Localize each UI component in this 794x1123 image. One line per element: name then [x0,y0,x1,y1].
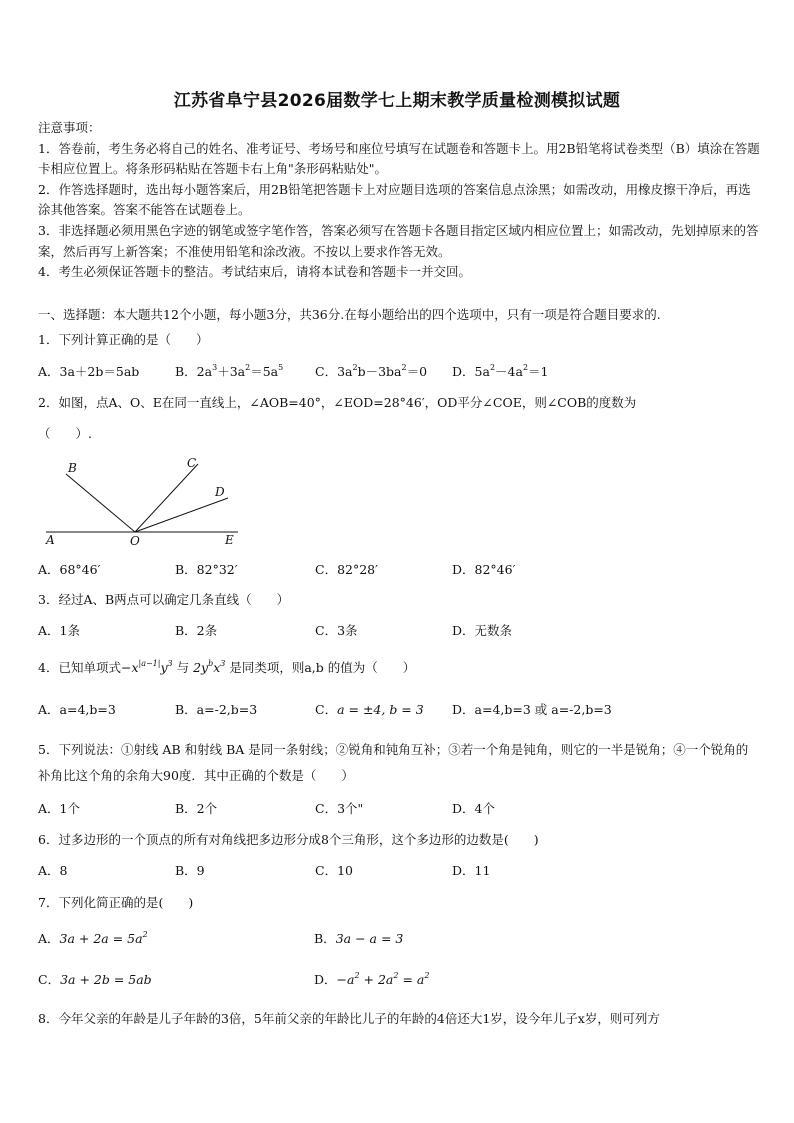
q1-options [38,362,760,382]
q7-options-row1 [38,929,760,949]
q1-option-d: D．$5a^2-4a^2=1$ [452,363,549,379]
label-C: C [187,456,197,470]
section-heading: 一、选择题：本大题共12个小题，每小题3分，共36分.在每小题给出的四个选项中，只有一项是符合题目要求的. [38,307,661,322]
q1-stem: 1．下列计算正确的是（ ） [38,332,209,347]
notice-heading: 注意事项： [38,120,101,135]
q5-option-b: B．2个 [175,801,218,816]
ray-OC [135,464,198,532]
notice-item-3: 3．非选择题必须用黑色字迹的钢笔或签字笔作答，答案必须写在答题卡各题目指定区域内相应位置上；如需改动，先划掉原来的答案，然后再写上新答案；不准使用铅笔和涂改液。不按以上要求作答无效。 [38,222,759,259]
q1-option-a: A．3a＋2b＝5ab [38,364,140,379]
notice-item-4: 4．考生必须保证答题卡的整洁。考试结束后，请将本试卷和答题卡一并交回。 [38,264,471,280]
q1-option-c: C．$3a^2b-3ba^2=0$ [315,363,428,379]
q2-options [38,560,760,580]
q7-option-b: B．3a − a = 3 [314,931,404,946]
q6-stem: 6．过多边形的一个顶点的所有对角线把多边形分成8个三角形，这个多边形的边数是( ) [38,832,539,847]
notice-item-1: 1．答卷前，考生务必将自己的姓名、准考证号、考场号和座位号填写在试题卷和答题卡上。用2B铅笔将试卷类型（B）填涂在答题卡相应位置上。将条形码粘贴在答题卡右上角"条形码粘贴处"。 [38,140,760,177]
label-B: B [68,461,77,475]
q7-option-a: A．$3a + 2a = 5a^2$ [38,930,148,946]
q7-option-d: D．$-a^2 + 2a^2 = a^2$ [314,971,430,987]
notice-item-2: 2．作答选择题时，选出每小题答案后，用2B铅笔把答题卡上对应题目选项的答案信息点涂黑；如需改动，用橡皮擦干净后，再选涂其他答案。答案不能答在试题卷上。 [38,181,751,218]
q4-option-d: D．a=4,b=3 或 a=-2,b=3 [452,702,612,717]
q6-option-d: D．11 [452,863,491,878]
label-O: O [130,534,140,548]
q5-option-d: D．4个 [452,801,495,816]
q8-stem: 8．今年父亲的年龄是儿子年龄的3倍，5年前父亲的年龄比儿子的年龄的4倍还大1岁，设今年儿子x岁，则可列方 [38,1011,660,1026]
q4-option-a: A．a=4,b=3 [38,702,116,717]
q6-option-b: B．9 [175,863,205,878]
q2-option-d: D．82°46′ [452,562,516,577]
q3-stem: 3．经过A、B两点可以确定几条直线（ ） [38,592,290,607]
q2-stem-cont: （ ）. [38,426,92,441]
q6-option-c: C．10 [315,863,353,878]
q6-option-a: A．8 [38,863,68,878]
exam-title: 江苏省阜宁县2026届数学七上期末教学质量检测模拟试题 [173,91,621,111]
q5-option-c: C．3个" [315,801,364,816]
q3-option-d: D．无数条 [452,623,513,638]
q4-option-c: C．a = ±4, b = 3 [315,702,424,717]
q5-option-a: A．1个 [38,801,80,816]
notice-block [38,118,760,283]
label-E: E [225,533,234,547]
q6-options [38,861,760,881]
q2-stem: 2．如图，点A、O、E在同一直线上，∠AOB=40°，∠EOD=28°46′，OD平分∠COE，则∠COB的度数为 [38,395,637,410]
q4-stem: 4．已知单项式$-x^{|a-1|}y^3$ 与 $2y^bx^3$ 是同类项，则a,b 的值为（ ） [38,659,416,675]
q5-options [38,799,760,819]
q1-option-b: B．$2a^3+3a^2=5a^5$ [175,363,284,379]
angle-figure [38,452,248,550]
q4-option-b: B．a=-2,b=3 [175,702,258,717]
q7-option-c: C．3a + 2b = 5ab [38,972,152,987]
q3-option-b: B．2条 [175,623,218,638]
label-D: D [215,485,225,499]
q7-options-row2 [38,970,760,990]
q3-option-a: A．1条 [38,623,80,638]
q5-stem: 5．下列说法：①射线 AB 和射线 BA 是同一条射线；②锐角和钝角互补；③若一个角是钝角，则它的一半是锐角；④一个锐角的补角比这个角的余角大90度．其中正确的个数是（ ） [38,742,749,783]
q2-option-a: A．68°46′ [38,562,101,577]
ray-OB [66,474,135,532]
q3-options [38,621,760,641]
q2-option-b: B．82°32′ [175,562,238,577]
q4-options [38,700,760,720]
q7-stem: 7．下列化简正确的是( ) [38,895,194,910]
ray-OD [135,498,228,532]
label-A: A [46,533,55,547]
q3-option-c: C．3条 [315,623,358,638]
q2-option-c: C．82°28′ [315,562,378,577]
